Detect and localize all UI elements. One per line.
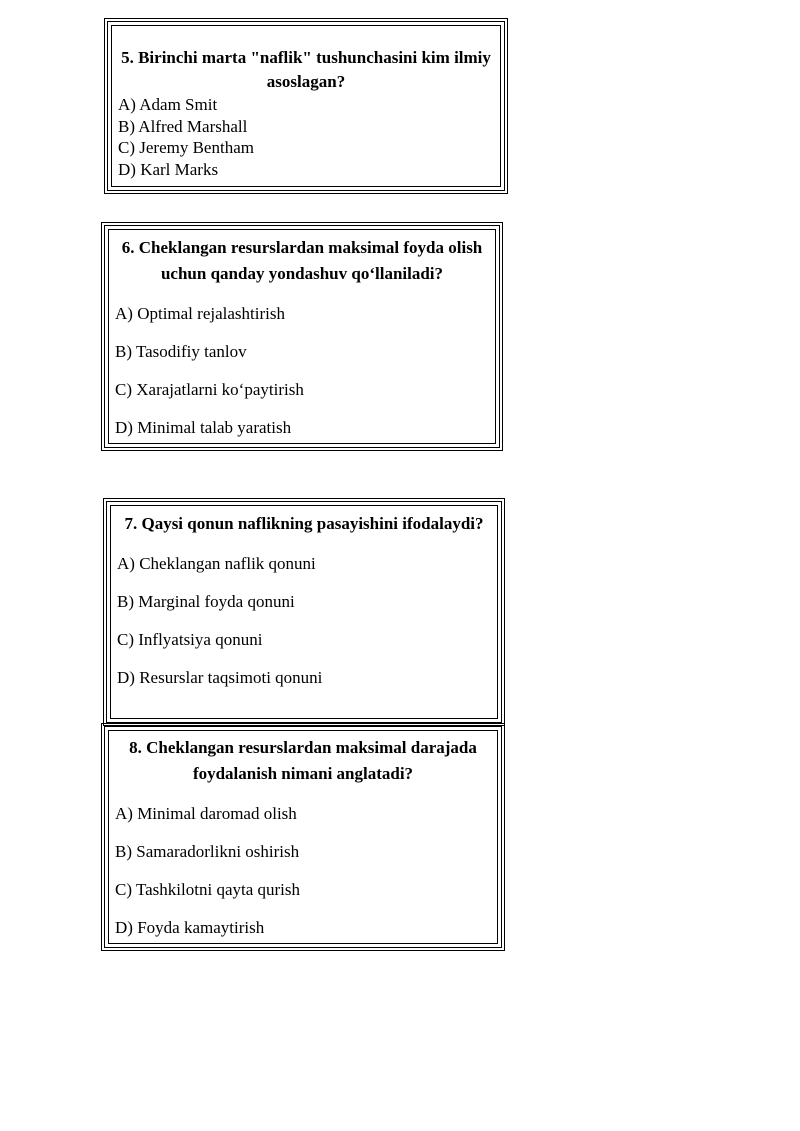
question-title: 8. Cheklangan resurslardan maksimal darajada foydalanish nimani anglatadi? — [129, 738, 477, 783]
answer-option-b[interactable]: B) Marginal foyda qonuni — [117, 592, 295, 611]
answer-option-c[interactable]: C) Tashkilotni qayta qurish — [115, 880, 301, 899]
question-card-6 — [101, 222, 503, 451]
answer-option-a[interactable]: A) Cheklangan naflik qonuni — [117, 554, 316, 573]
answer-option-b[interactable]: B) Tasodifiy tanlov — [115, 342, 247, 361]
answer-option-a[interactable]: A) Optimal rejalashtirish — [115, 304, 285, 323]
question-card-5 — [104, 18, 508, 194]
answer-option-b[interactable]: B) Samaradorlikni oshirish — [115, 842, 300, 861]
answer-option-d[interactable]: D) Resurslar taqsimoti qonuni — [117, 668, 323, 687]
answer-option-d[interactable]: D) Minimal talab yaratish — [115, 418, 292, 437]
answer-option-c[interactable]: C) Xarajatlarni ko‘paytirish — [115, 380, 304, 399]
question-card-8 — [101, 723, 505, 951]
answer-option-d[interactable]: D) Karl Marks — [118, 159, 219, 179]
question-title: 5. Birinchi marta "naflik" tushunchasini kim ilmiy asoslagan? — [121, 48, 491, 91]
answer-option-c[interactable]: C) Inflyatsiya qonuni — [117, 630, 263, 649]
answer-option-c[interactable]: C) Jeremy Bentham — [118, 138, 254, 157]
question-card-7 — [103, 498, 505, 726]
answer-option-d[interactable]: D) Foyda kamaytirish — [115, 918, 265, 937]
question-title: 6. Cheklangan resurslardan maksimal foyda olish uchun qanday yondashuv qo‘llaniladi? — [121, 238, 483, 283]
question-title: 7. Qaysi qonun naflikning pasayishini ifodalaydi? — [124, 514, 484, 533]
answer-option-a[interactable]: A) Minimal daromad olish — [115, 804, 297, 823]
answer-option-b[interactable]: B) Alfred Marshall — [118, 116, 248, 136]
answer-option-a[interactable]: A) Adam Smit — [118, 95, 218, 114]
